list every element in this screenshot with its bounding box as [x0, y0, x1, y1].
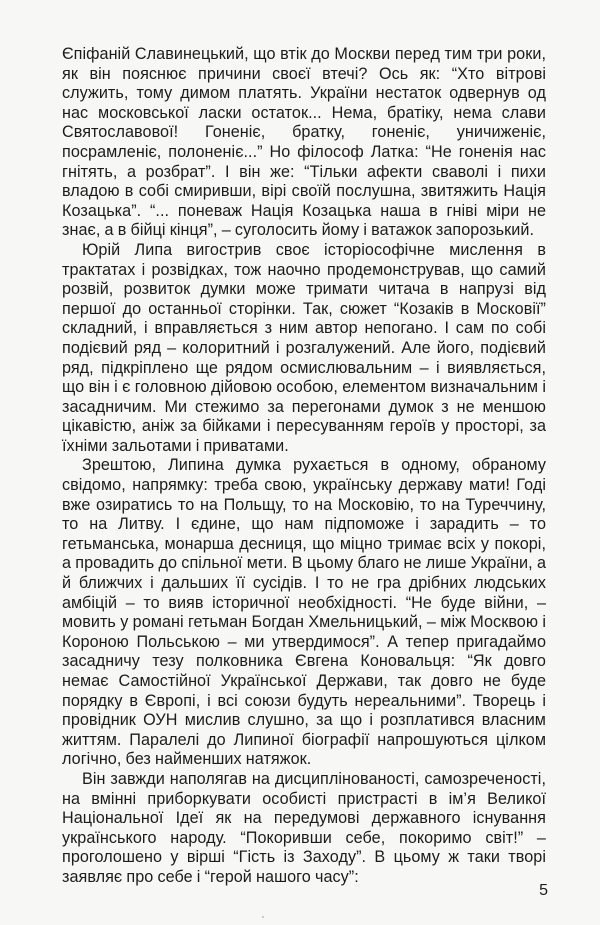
paragraph-2: Юрій Липа вигострив своє історіософічне мислення в трактатах і розвідках, тож наочно продемонстрував, що самий розвій, розвиток думки може тримати читача в напрузі від першої до останньої сторінки. Так, сюжет “Козаків в Московії” складний, і вправляється з ним автор непогано. І сам по собі подієвий ряд – колоритний і розгалужений. Але його, подієвий ряд, підкріплено ще рядом осмислювальним – і виявляється, що він і є головною дійовою особою, елементом визначальним і засадничим. Ми стежимо за перегонами думок з не меншою цікавістю, аніж за бійками і пересуванням героїв у просторі, за їхніми зальотами і приватами. — [62, 240, 546, 455]
paragraph-1: Єпіфаній Славинецький, що втік до Москви перед тим три роки, як він пояснює причини своєї втечі? Ось як: “Хто вітрові служить, тому димом платять. України нестаток одвернув од нас московської ласки остаток... Нема, братіку, нема слави Святославової! Гоненіє, братку, гоненіє, уничиженіє, посрамленіє, полоненіє...” Но філософ Латка: “Не гоненія нас гнітять, а розбрат”. І він же: “Тільки афекти сваволі і пихи владою в собі смиривши, вірі своїй послушна, звитяжить Нація Козацька”. “... поневаж Нація Козацька наша в гніві міри не знає, а в бійці кінця”, – суголосить йому і ватажок запорозький. — [62, 45, 546, 240]
body-text — [62, 45, 546, 888]
paragraph-4: Він завжди наполягав на дисциплінованості, самозреченості, на вмінні приборкувати особисті пристрасті в ім’я Великої Національної Ідеї як на передумові державного існування українського народу. “Покоривши себе, покоримо світ!” – проголошено у вірші “Гість із Заходу”. В цьому ж таки творі заявляє про себе і “герой нашого часу”: — [62, 769, 546, 886]
scan-speck — [262, 916, 264, 918]
paragraph-3: Зрештою, Липина думка рухається в одному, обраному свідомо, напрямку: треба свою, українську державу мати! Годі вже озиратись то на Польщу, то на Московію, то на Туреччину, то на Литву. І єдине, що нам підпоможе і зарадить – то гетьманська, монарша десниця, що міцно тримає всіх у покорі, а провадить до спільної мети. В цьому благо не лише України, а й ближчих і дальших її сусідів. І то не гра дрібних людських амбіцій – то вияв історичної необхідності. “Не буде війни, – мовить у романі гетьман Богдан Хмельницький, – між Москвою і Короною Польською – ми утвердимося”. А тепер пригадаймо засадничу тезу полковника Євгена Коновальця: “Як довго немає Самостійної Української Держави, так довго не буде порядку в Європі, і всі союзи будуть нереальними”. Творець і провідник ОУН мислив слушно, за що і розплатився власним життям. Паралелі до Липиної біографії напрошуються цілком логічно, без найменших натяжок. — [62, 456, 546, 769]
page-number: 5 — [539, 882, 548, 899]
